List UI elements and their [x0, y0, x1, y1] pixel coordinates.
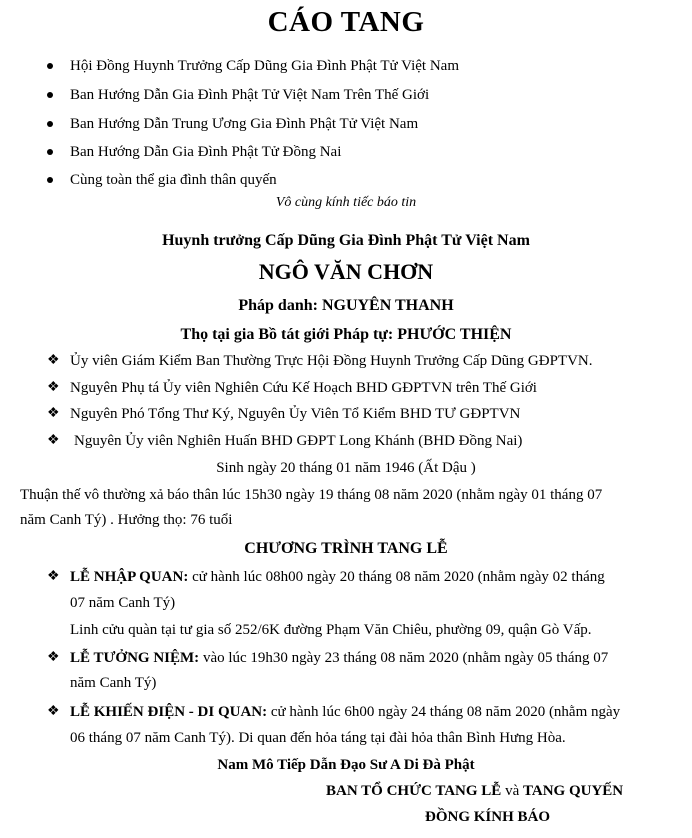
announce-line: Vô cùng kính tiếc báo tin — [275, 195, 417, 210]
diamond-bullet-icon: ❖ — [47, 704, 60, 719]
bullet-dot-icon — [47, 177, 53, 183]
passing-line: năm Canh Tý) . Hưởng thọ: 76 tuổi — [20, 512, 233, 528]
program-item-label: LỄ NHẬP QUAN: — [70, 569, 189, 585]
program-item-line: 07 năm Canh Tý) — [70, 595, 176, 611]
program-item-line: 06 tháng 07 năm Canh Tý). Di quan đến hỏa táng tại đài hỏa thân Bình Hưng Hòa. — [70, 730, 566, 746]
diamond-bullet-icon: ❖ — [47, 380, 60, 395]
program-item-line: Linh cửu quàn tại tư gia số 252/6K đường Phạm Văn Chiêu, phường 09, quận Gò Vấp. — [70, 622, 592, 638]
diamond-bullet-icon: ❖ — [47, 433, 60, 448]
signature-line — [326, 781, 623, 801]
organizing-committee: BAN TỔ CHỨC TANG LỄ — [326, 783, 502, 799]
diamond-bullet-icon: ❖ — [47, 569, 60, 584]
position-item: Ủy viên Giám Kiểm Ban Thường Trực Hội Đồng Huynh Trưởng Cấp Dũng GĐPTVN. — [70, 353, 593, 369]
signature-closing: ĐỒNG KÍNH BÁO — [425, 809, 551, 825]
bullet-dot-icon — [47, 63, 53, 69]
program-item-text: cử hành lúc 08h00 ngày 20 tháng 08 năm 2020 (nhằm ngày 02 tháng — [188, 569, 605, 585]
closing-prayer: Nam Mô Tiếp Dẫn Đạo Sư A Di Đà Phật — [217, 757, 475, 773]
sender-item: Hội Đồng Huynh Trưởng Cấp Dũng Gia Đình Phật Tử Việt Nam — [70, 58, 459, 74]
document-title: CÁO TANG — [267, 6, 425, 38]
program-heading: CHƯƠNG TRÌNH TANG LỄ — [244, 540, 448, 557]
program-item-line: năm Canh Tý) — [70, 675, 157, 691]
sender-item: Ban Hướng Dẫn Gia Đình Phật Tử Việt Nam Trên Thế Giới — [70, 87, 430, 103]
dharma-name: Pháp danh: NGUYÊN THANH — [238, 297, 454, 314]
sender-item: Ban Hướng Dẫn Gia Đình Phật Tử Đồng Nai — [70, 144, 342, 160]
position-item: Nguyên Ủy viên Nghiên Huấn BHD GĐPT Long Khánh (BHD Đồng Nai) — [74, 433, 523, 449]
program-item-label: LỄ TƯỞNG NIỆM: — [70, 650, 200, 666]
sender-item: Cùng toàn thể gia đình thân quyến — [70, 172, 277, 188]
program-item-label: LỄ KHIẾN ĐIỆN - DI QUAN: — [70, 704, 268, 720]
bereaved-family: TANG QUYẾN — [522, 783, 624, 799]
bullet-dot-icon — [47, 92, 53, 98]
bullet-dot-icon — [47, 121, 53, 127]
program-item-line — [70, 648, 608, 668]
rank-line: Huynh trưởng Cấp Dũng Gia Đình Phật Tử Việt Nam — [162, 232, 530, 249]
program-item-text: vào lúc 19h30 ngày 23 tháng 08 năm 2020 (nhằm ngày 05 tháng 07 — [199, 650, 609, 666]
diamond-bullet-icon: ❖ — [47, 406, 60, 421]
passing-line: Thuận thế vô thường xả báo thân lúc 15h30 ngày 19 tháng 08 năm 2020 (nhằm ngày 01 tháng 07 — [20, 487, 603, 503]
position-item: Nguyên Phó Tổng Thư Ký, Nguyên Ủy Viên Tổ Kiểm BHD TƯ GĐPTVN — [70, 406, 521, 422]
diamond-bullet-icon: ❖ — [47, 353, 60, 368]
position-item: Nguyên Phụ tá Ủy viên Nghiên Cứu Kế Hoạch BHD GĐPTVN trên Thế Giới — [70, 380, 537, 396]
program-item-text: cử hành lúc 6h00 ngày 24 tháng 08 năm 2020 (nhằm ngày — [267, 704, 621, 720]
diamond-bullet-icon: ❖ — [47, 650, 60, 665]
bullet-dot-icon — [47, 149, 53, 155]
signature-conjunction: và — [501, 783, 523, 799]
sender-item: Ban Hướng Dẫn Trung Ương Gia Đình Phật Tử Việt Nam — [70, 116, 419, 132]
program-item-line — [70, 702, 620, 722]
deceased-name: NGÔ VĂN CHƠN — [258, 259, 434, 284]
precept-name: Thọ tại gia Bồ tát giới Pháp tự: PHƯỚC THIỆN — [180, 326, 512, 343]
program-item-line — [70, 567, 605, 587]
birth-line: Sinh ngày 20 tháng 01 năm 1946 (Ất Dậu ) — [216, 460, 476, 476]
